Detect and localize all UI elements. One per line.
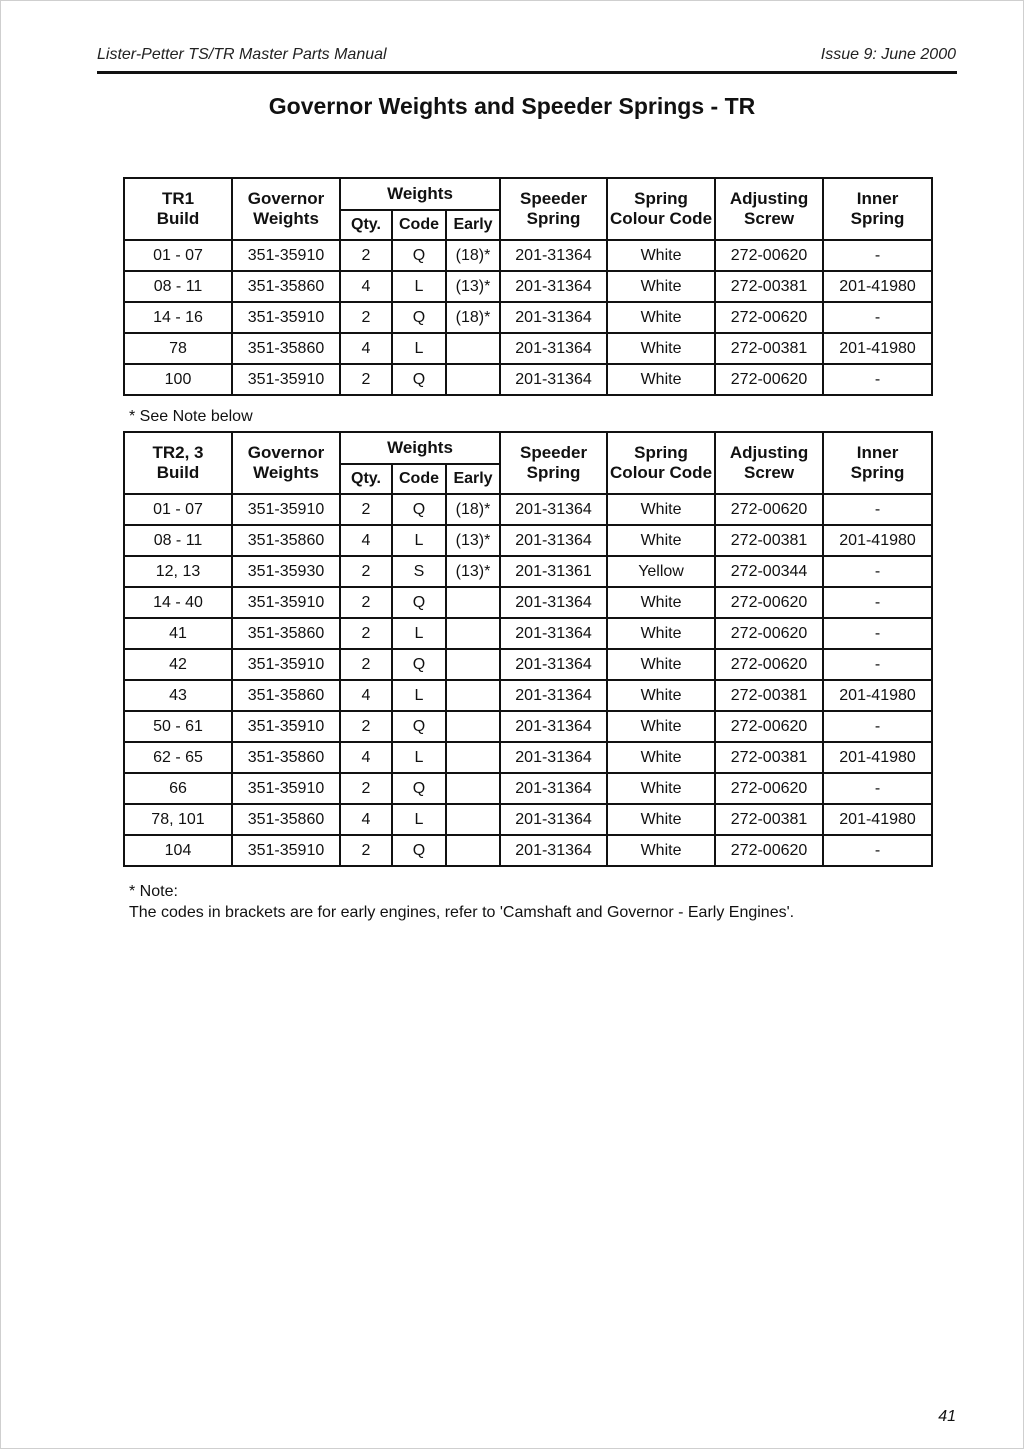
early-cell: (13)* [446, 525, 500, 556]
note-heading: * Note: [129, 883, 178, 900]
early-cell: (18)* [446, 302, 500, 333]
early-cell: (18)* [446, 494, 500, 525]
adjusting-screw-cell: 272-00381 [715, 525, 823, 556]
speeder-spring-cell: 201-31364 [500, 240, 607, 271]
spring-colour-cell: White [607, 649, 715, 680]
qty-cell: 4 [340, 271, 392, 302]
spring-colour-cell: White [607, 302, 715, 333]
tr23-parts-table [123, 431, 933, 867]
inner-spring-cell: 201-41980 [823, 525, 932, 556]
adjusting-screw-cell: 272-00620 [715, 240, 823, 271]
qty-cell: 2 [340, 618, 392, 649]
code-cell: L [392, 333, 446, 364]
issue-date: Issue 9: June 2000 [820, 46, 956, 63]
early-cell: (13)* [446, 556, 500, 587]
governor-weights-header: Governor Weights [232, 178, 340, 240]
adjusting-screw-cell: 272-00620 [715, 711, 823, 742]
early-cell [446, 333, 500, 364]
qty-cell: 4 [340, 333, 392, 364]
spring-colour-header: Spring Colour Code [607, 178, 715, 240]
speeder-spring-cell: 201-31364 [500, 649, 607, 680]
build-cell: 41 [124, 618, 232, 649]
governor-weights-cell: 351-35910 [232, 302, 340, 333]
spring-colour-cell: White [607, 525, 715, 556]
qty-cell: 4 [340, 680, 392, 711]
qty-cell: 2 [340, 835, 392, 866]
early-cell [446, 742, 500, 773]
inner-spring-cell: - [823, 835, 932, 866]
speeder-spring-cell: 201-31364 [500, 711, 607, 742]
code-cell: Q [392, 240, 446, 271]
qty-header: Qty. [340, 464, 392, 494]
speeder-spring-cell: 201-31364 [500, 618, 607, 649]
speeder-spring-cell: 201-31364 [500, 525, 607, 556]
table-row [124, 556, 932, 587]
inner-spring-cell: - [823, 494, 932, 525]
table-row [124, 649, 932, 680]
build-cell: 01 - 07 [124, 240, 232, 271]
page-number: 41 [938, 1408, 956, 1425]
governor-weights-cell: 351-35910 [232, 649, 340, 680]
spring-colour-cell: White [607, 618, 715, 649]
build-header: TR2, 3 Build [124, 432, 232, 494]
spring-colour-cell: White [607, 680, 715, 711]
adjusting-screw-cell: 272-00620 [715, 618, 823, 649]
adjusting-screw-cell: 272-00620 [715, 835, 823, 866]
adjusting-screw-cell: 272-00620 [715, 364, 823, 395]
code-cell: L [392, 804, 446, 835]
adjusting-screw-cell: 272-00381 [715, 680, 823, 711]
table-row [124, 364, 932, 395]
speeder-spring-header: Speeder Spring [500, 432, 607, 494]
table-row [124, 240, 932, 271]
speeder-spring-cell: 201-31364 [500, 773, 607, 804]
qty-cell: 2 [340, 587, 392, 618]
speeder-spring-cell: 201-31364 [500, 804, 607, 835]
governor-weights-cell: 351-35910 [232, 711, 340, 742]
build-cell: 66 [124, 773, 232, 804]
code-cell: Q [392, 587, 446, 618]
build-cell: 78 [124, 333, 232, 364]
build-cell: 100 [124, 364, 232, 395]
weights-header: Weights [340, 178, 500, 210]
spring-colour-cell: White [607, 711, 715, 742]
inner-spring-cell: - [823, 618, 932, 649]
early-cell: (18)* [446, 240, 500, 271]
table-row [124, 302, 932, 333]
qty-cell: 4 [340, 742, 392, 773]
code-cell: Q [392, 649, 446, 680]
inner-spring-cell: - [823, 556, 932, 587]
code-cell: Q [392, 494, 446, 525]
spring-colour-cell: White [607, 587, 715, 618]
header-rule [97, 71, 957, 74]
qty-cell: 2 [340, 649, 392, 680]
governor-weights-header: Governor Weights [232, 432, 340, 494]
adjusting-screw-cell: 272-00381 [715, 804, 823, 835]
table-row [124, 525, 932, 556]
speeder-spring-cell: 201-31364 [500, 302, 607, 333]
tr23-table-body [124, 494, 932, 866]
qty-cell: 2 [340, 364, 392, 395]
note-text: The codes in brackets are for early engines, refer to 'Camshaft and Governor - Early Engines'. [129, 904, 795, 921]
adjusting-screw-cell: 272-00381 [715, 271, 823, 302]
speeder-spring-cell: 201-31364 [500, 364, 607, 395]
tr1-table-body [124, 240, 932, 395]
build-cell: 14 - 40 [124, 587, 232, 618]
table-row [124, 804, 932, 835]
build-cell: 42 [124, 649, 232, 680]
qty-cell: 2 [340, 711, 392, 742]
spring-colour-cell: White [607, 240, 715, 271]
build-cell: 12, 13 [124, 556, 232, 587]
qty-cell: 2 [340, 556, 392, 587]
qty-cell: 4 [340, 525, 392, 556]
governor-weights-cell: 351-35910 [232, 587, 340, 618]
manual-title: Lister-Petter TS/TR Master Parts Manual [97, 46, 387, 63]
governor-weights-cell: 351-35860 [232, 271, 340, 302]
early-cell [446, 618, 500, 649]
qty-header: Qty. [340, 210, 392, 240]
governor-weights-cell: 351-35860 [232, 618, 340, 649]
adjusting-screw-cell: 272-00381 [715, 333, 823, 364]
speeder-spring-cell: 201-31364 [500, 494, 607, 525]
spring-colour-cell: White [607, 494, 715, 525]
spring-colour-cell: Yellow [607, 556, 715, 587]
speeder-spring-cell: 201-31364 [500, 680, 607, 711]
build-header: TR1 Build [124, 178, 232, 240]
code-header: Code [392, 464, 446, 494]
table-row [124, 618, 932, 649]
governor-weights-cell: 351-35910 [232, 364, 340, 395]
early-cell [446, 364, 500, 395]
speeder-spring-cell: 201-31364 [500, 742, 607, 773]
early-cell [446, 649, 500, 680]
speeder-spring-header: Speeder Spring [500, 178, 607, 240]
adjusting-screw-cell: 272-00620 [715, 302, 823, 333]
governor-weights-cell: 351-35860 [232, 525, 340, 556]
adjusting-screw-cell: 272-00381 [715, 742, 823, 773]
qty-cell: 2 [340, 302, 392, 333]
table-row [124, 773, 932, 804]
tr1-parts-table [123, 177, 933, 396]
adjusting-screw-cell: 272-00620 [715, 587, 823, 618]
early-header: Early [446, 210, 500, 240]
governor-weights-cell: 351-35910 [232, 773, 340, 804]
table-row [124, 271, 932, 302]
inner-spring-cell: - [823, 240, 932, 271]
inner-spring-header: Inner Spring [823, 178, 932, 240]
speeder-spring-cell: 201-31364 [500, 333, 607, 364]
speeder-spring-cell: 201-31364 [500, 271, 607, 302]
code-cell: Q [392, 302, 446, 333]
code-cell: Q [392, 835, 446, 866]
early-cell [446, 680, 500, 711]
build-cell: 14 - 16 [124, 302, 232, 333]
inner-spring-cell: - [823, 711, 932, 742]
code-cell: Q [392, 773, 446, 804]
spring-colour-cell: White [607, 804, 715, 835]
code-cell: L [392, 618, 446, 649]
qty-cell: 2 [340, 494, 392, 525]
early-cell [446, 773, 500, 804]
inner-spring-cell: 201-41980 [823, 804, 932, 835]
spring-colour-cell: White [607, 333, 715, 364]
speeder-spring-cell: 201-31361 [500, 556, 607, 587]
table-row [124, 680, 932, 711]
governor-weights-cell: 351-35860 [232, 333, 340, 364]
code-cell: Q [392, 364, 446, 395]
build-cell: 08 - 11 [124, 525, 232, 556]
adjusting-screw-cell: 272-00620 [715, 773, 823, 804]
inner-spring-cell: 201-41980 [823, 680, 932, 711]
adjusting-screw-cell: 272-00620 [715, 649, 823, 680]
governor-weights-cell: 351-35860 [232, 680, 340, 711]
inner-spring-cell: - [823, 649, 932, 680]
inner-spring-cell: 201-41980 [823, 271, 932, 302]
speeder-spring-cell: 201-31364 [500, 835, 607, 866]
governor-weights-cell: 351-35860 [232, 742, 340, 773]
adjusting-screw-cell: 272-00620 [715, 494, 823, 525]
governor-weights-cell: 351-35910 [232, 835, 340, 866]
early-cell: (13)* [446, 271, 500, 302]
inner-spring-header: Inner Spring [823, 432, 932, 494]
build-cell: 08 - 11 [124, 271, 232, 302]
build-cell: 104 [124, 835, 232, 866]
spring-colour-cell: White [607, 835, 715, 866]
table-row [124, 333, 932, 364]
adjusting-screw-header: Adjusting Screw [715, 432, 823, 494]
governor-weights-cell: 351-35910 [232, 494, 340, 525]
build-cell: 62 - 65 [124, 742, 232, 773]
page-title: Governor Weights and Speeder Springs - TR [268, 93, 756, 119]
spring-colour-cell: White [607, 742, 715, 773]
inner-spring-cell: - [823, 587, 932, 618]
spring-colour-cell: White [607, 773, 715, 804]
governor-weights-cell: 351-35930 [232, 556, 340, 587]
adjusting-screw-cell: 272-00344 [715, 556, 823, 587]
see-note-text: * See Note below [129, 408, 253, 425]
code-cell: L [392, 680, 446, 711]
table-row [124, 494, 932, 525]
code-cell: Q [392, 711, 446, 742]
inner-spring-cell: 201-41980 [823, 742, 932, 773]
governor-weights-cell: 351-35910 [232, 240, 340, 271]
qty-cell: 2 [340, 240, 392, 271]
code-cell: L [392, 742, 446, 773]
spring-colour-cell: White [607, 364, 715, 395]
early-cell [446, 587, 500, 618]
code-cell: L [392, 525, 446, 556]
inner-spring-cell: - [823, 302, 932, 333]
table-row [124, 587, 932, 618]
early-cell [446, 804, 500, 835]
build-cell: 50 - 61 [124, 711, 232, 742]
inner-spring-cell: - [823, 364, 932, 395]
early-cell [446, 835, 500, 866]
build-cell: 01 - 07 [124, 494, 232, 525]
build-cell: 78, 101 [124, 804, 232, 835]
code-cell: S [392, 556, 446, 587]
weights-header: Weights [340, 432, 500, 464]
table-row [124, 835, 932, 866]
early-cell [446, 711, 500, 742]
spring-colour-header: Spring Colour Code [607, 432, 715, 494]
inner-spring-cell: 201-41980 [823, 333, 932, 364]
inner-spring-cell: - [823, 773, 932, 804]
governor-weights-cell: 351-35860 [232, 804, 340, 835]
spring-colour-cell: White [607, 271, 715, 302]
early-header: Early [446, 464, 500, 494]
table-row [124, 742, 932, 773]
qty-cell: 4 [340, 804, 392, 835]
adjusting-screw-header: Adjusting Screw [715, 178, 823, 240]
code-header: Code [392, 210, 446, 240]
code-cell: L [392, 271, 446, 302]
qty-cell: 2 [340, 773, 392, 804]
table-row [124, 711, 932, 742]
build-cell: 43 [124, 680, 232, 711]
speeder-spring-cell: 201-31364 [500, 587, 607, 618]
